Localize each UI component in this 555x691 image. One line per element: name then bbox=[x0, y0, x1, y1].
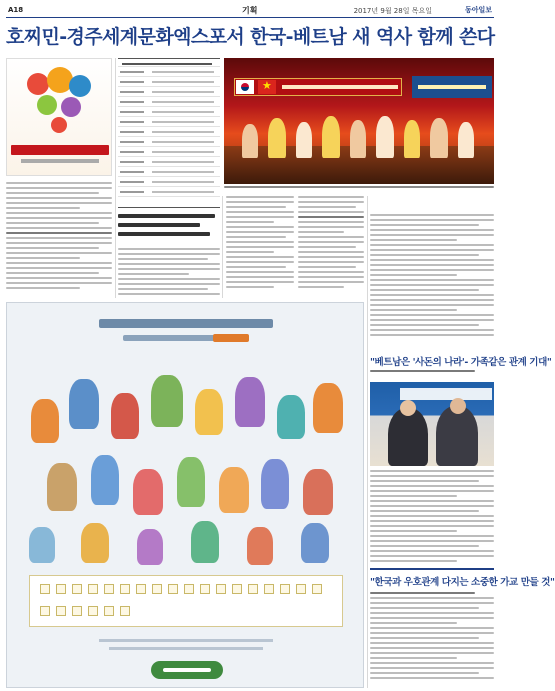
column-divider bbox=[222, 196, 223, 298]
poster-subtitle-bar bbox=[21, 159, 99, 163]
ad-headline-bar bbox=[99, 319, 273, 328]
ad-illustration bbox=[21, 359, 351, 569]
article-subhead bbox=[118, 214, 220, 241]
poster-title-banner bbox=[11, 145, 109, 155]
page-header bbox=[6, 4, 494, 18]
section-divider bbox=[370, 568, 494, 570]
vietnamese-flag-icon bbox=[258, 80, 276, 94]
ad-brand-highlight bbox=[213, 334, 249, 342]
interview-column-1 bbox=[370, 470, 494, 565]
tourism-advertisement bbox=[6, 302, 364, 688]
ad-word-strip bbox=[29, 575, 343, 627]
section-name: 기획 bbox=[242, 6, 258, 15]
interview-byline-1 bbox=[370, 370, 494, 375]
column-divider bbox=[367, 196, 368, 688]
column-divider bbox=[115, 58, 116, 298]
page-headline: 호찌민-경주세계문화엑스포서 한국-베트남 새 역사 함께 쓴다 bbox=[6, 26, 495, 48]
article-fourth-column bbox=[298, 196, 364, 291]
ad-body-line bbox=[99, 639, 273, 642]
expo-opening-photo bbox=[224, 58, 494, 184]
page-number: A18 bbox=[8, 6, 24, 14]
photo-sign bbox=[400, 388, 492, 400]
newspaper-brand: 동아일보 bbox=[464, 5, 492, 14]
interview-photo bbox=[370, 382, 494, 466]
article-left-column bbox=[6, 182, 112, 292]
interview-headline-2: "한국과 우호관계 다지는 소중한 가교 만들 것" bbox=[370, 577, 555, 588]
interview-column-2 bbox=[370, 592, 494, 682]
interview-headline-1: "베트남은 '사돈의 나라'- 가족같은 관계 기대" bbox=[370, 357, 552, 368]
article-right-column bbox=[370, 214, 494, 339]
article-third-column bbox=[226, 196, 294, 291]
ad-body-line bbox=[109, 647, 263, 650]
right-banner bbox=[412, 76, 492, 98]
article-second-column bbox=[118, 248, 220, 298]
banner-text-bar bbox=[282, 85, 398, 89]
photo-caption bbox=[224, 186, 494, 191]
issue-date: 2017년 9월 28일 목요일 bbox=[353, 7, 432, 15]
expo-info-table bbox=[118, 58, 220, 208]
ad-logo bbox=[151, 661, 223, 679]
expo-poster-image bbox=[6, 58, 112, 176]
korean-flag-icon bbox=[236, 80, 254, 94]
